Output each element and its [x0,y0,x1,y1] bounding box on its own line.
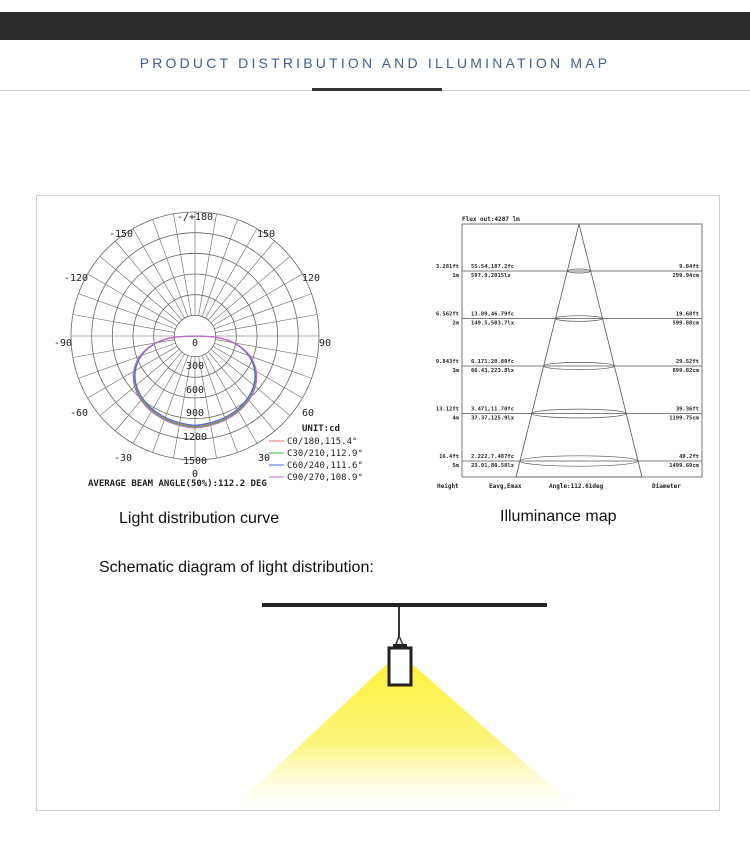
polar-spoke [115,241,181,320]
footer-diameter: Diameter [652,483,681,490]
angle-label-neg120: -120 [63,273,89,284]
radial-label-1500: 1500 [182,456,208,467]
angle-label-30: 30 [257,453,271,464]
polar-spoke [202,220,237,317]
polar-spoke [214,343,311,378]
polar-spoke [73,340,175,358]
map-fc: 55.54,187.2fc [471,264,515,270]
map-lx: 149.5,503.7lx [471,320,515,327]
map-diameter-cm: 299.94cm [672,273,699,279]
legend [269,437,363,483]
unit-label: UNIT:cd [302,424,340,434]
angle-label-0: 0 [191,469,199,480]
beam-angle-label: AVERAGE BEAM ANGLE(50%):112.2 DEG [88,479,267,489]
polar-spoke [208,241,274,320]
angle-label-neg30: -30 [113,453,133,464]
page-title: PRODUCT DISTRIBUTION AND ILLUMINATION MAP [139,55,611,71]
angle-label-neg150: -150 [108,229,134,240]
map-diameter-cm: 899.82cm [672,368,699,374]
angle-label-neg60: -60 [69,408,89,419]
angle-label-neg90: -90 [53,338,73,349]
polar-spoke [174,214,192,316]
polar-spoke [211,256,290,322]
schematic-title: Schematic diagram of light distribution: [99,559,374,576]
map-fc: 6.171,20.80fc [471,359,515,365]
polar-spoke [215,315,317,333]
polar-diagram [37,196,377,496]
map-height-ft: 13.12ft [435,406,459,413]
map-diameter-ft: 39.36ft [675,406,699,413]
map-height-m: 4m [452,415,459,422]
map-height-m: 5m [452,463,459,469]
polar-spoke [73,315,175,333]
radial-label-300: 300 [185,361,205,372]
light-fixture [389,648,411,685]
polar-spoke [214,294,311,329]
radial-label-900: 900 [185,408,205,419]
footer-height: Height [437,483,459,490]
map-height-ft: 9.843ft [435,359,459,365]
angle-label-180: -/+180 [176,212,214,223]
polar-spoke [100,256,179,322]
angle-label-60: 60 [301,408,315,419]
map-height-m: 2m [452,320,459,327]
ceiling-bar [262,603,547,607]
polar-spoke [79,343,176,378]
footer-eavg: Eavg,Emax [489,483,522,490]
polar-spoke [208,352,274,431]
map-lx: 37.37,125.9lx [471,415,515,422]
content-panel [36,195,720,811]
angle-label-120: 120 [301,273,321,284]
map-fc: 2.222,7.487fc [471,454,515,460]
map-diameter-ft: 29.52ft [675,359,699,365]
map-lx: 66.43,223.8lx [471,368,515,374]
map-height-ft: 16.4ft [439,454,459,460]
map-frame [462,224,702,477]
map-lx: 23.91,80.58lx [471,463,515,469]
angle-label-150: 150 [256,229,276,240]
top-bar [0,12,750,40]
illuminance-caption: Illuminance map [500,508,617,525]
schematic-diagram [37,581,719,811]
map-diameter-cm: 599.88cm [672,320,699,327]
map-height-ft: 3.281ft [435,264,459,270]
map-diameter-cm: 1199.75cm [669,415,699,422]
polar-caption: Light distribution curve [119,510,280,527]
angle-label-90: 90 [318,338,332,349]
map-fc: 3.471,11.70fc [471,406,515,413]
map-height-m: 1m [452,273,459,279]
legend-label-c60: C60/240,111.6° [287,461,363,471]
polar-spoke [215,340,317,358]
polar-spoke [153,220,188,317]
light-cone [516,224,642,477]
polar-spoke [202,355,237,452]
header-accent-bar [312,88,442,91]
map-diameter-ft: 9.84ft [679,264,699,270]
map-rows [436,264,702,469]
map-height-ft: 6.562ft [435,311,459,318]
polar-spoke [115,352,181,431]
map-diameter-cm: 1499.69cm [669,463,699,469]
map-diameter-ft: 19.68ft [675,311,699,318]
radial-label-600: 600 [185,385,205,396]
legend-label-c0: C0/180,115.4° [287,437,358,447]
radial-label-0: 0 [191,338,199,349]
polar-spoke [199,214,217,316]
legend-label-c90: C90/270,108.9° [287,473,363,483]
map-diameter-ft: 49.2ft [679,454,699,460]
map-fc: 13.89,46.79fc [471,311,515,318]
illuminance-map [417,196,717,496]
polar-spoke [79,294,176,329]
legend-label-c30: C30/210,112.9° [287,449,363,459]
radial-label-1200: 1200 [182,432,208,443]
footer-angle: Angle:112.61deg [549,483,604,490]
flux-label: Flux out:4287 lm [462,216,520,223]
map-lx: 597.9,2015lx [471,273,511,279]
map-height-m: 3m [452,368,459,374]
